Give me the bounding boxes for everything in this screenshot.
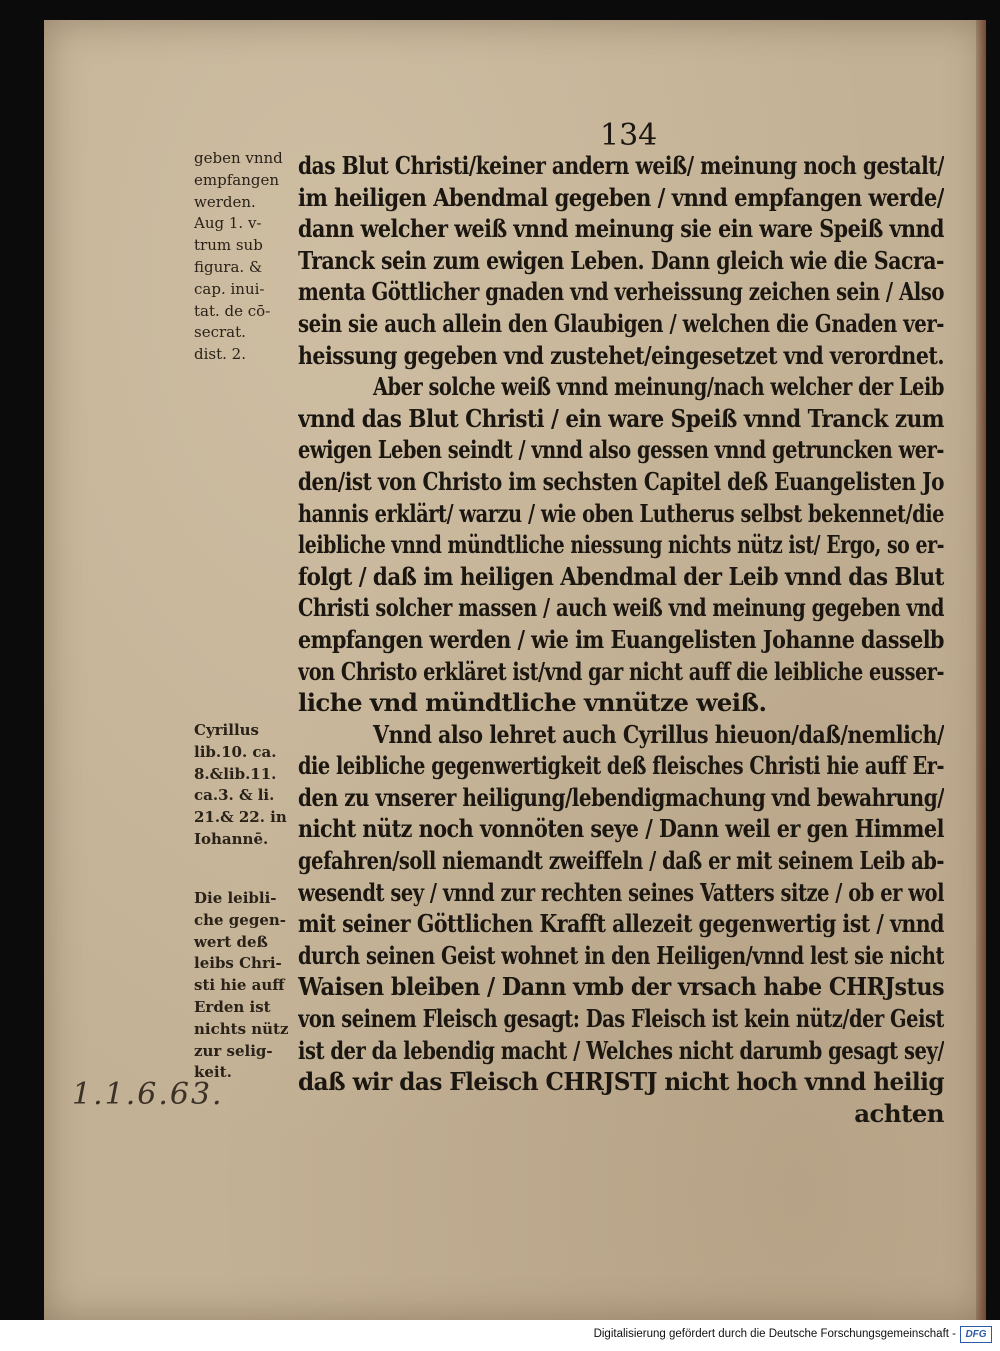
- footer-bar: [0, 1320, 1000, 1351]
- margin-note-line: werden.: [194, 192, 256, 211]
- text-line: ist der da lebendig macht / Welches nicht darumb gesagt sey/: [298, 1035, 944, 1065]
- margin-note-augustine: [194, 148, 294, 366]
- margin-note-line: leibs Chri-: [194, 954, 282, 973]
- text-line: mit seiner Göttlichen Krafft allezeit gegenwertig ist / vnnd: [298, 909, 944, 939]
- text-line: Vnnd also lehret auch Cyrillus hieuon/daß/nemlich/: [373, 719, 944, 749]
- margin-note-line: keit.: [194, 1063, 232, 1082]
- text-line: den/ist von Christo im sechsten Capitel deß Euangelisten Jo: [298, 466, 944, 496]
- handwritten-shelfmark: 1.1.6.63.: [72, 1077, 224, 1112]
- margin-note-line: sti hie auff: [194, 976, 285, 995]
- margin-note-line: Die leibli-: [194, 889, 277, 907]
- margin-note-line: lib.10. ca.: [194, 742, 277, 761]
- margin-note-bodily-presence: [194, 888, 294, 1084]
- text-line: von seinem Fleisch gesagt: Das Fleisch ist kein nütz/der Geist: [298, 1004, 944, 1034]
- margin-note-cyrillus: [194, 720, 294, 851]
- text-line: durch seinen Geist wohnet in den Heiligen/vnnd lest sie nicht: [298, 940, 944, 970]
- margin-note-line: wert deß: [194, 932, 268, 951]
- margin-note-line: ca.3. & li.: [194, 786, 275, 805]
- text-line: wesendt sey / vnnd zur rechten seines Vatters sitze / ob er wol: [298, 877, 944, 907]
- margin-note-line: che gegen-: [194, 910, 286, 929]
- text-line: liche vnd mündtliche vnnütze weiß.: [298, 688, 767, 718]
- margin-note-line: Cyrillus: [194, 721, 260, 739]
- text-line: gefahren/soll niemandt zweiffeln / daß er mit seinem Leib ab-: [298, 846, 944, 876]
- dfg-logo: DFG: [960, 1326, 992, 1343]
- margin-note-line: trum sub: [194, 236, 263, 255]
- main-text-block: [298, 150, 944, 1129]
- margin-note-line: 21.& 22. in: [194, 808, 287, 827]
- text-line: achten: [854, 1098, 944, 1128]
- text-line: hannis erklärt/ warzu / wie oben Lutherus selbst bekennet/die: [298, 498, 944, 528]
- text-line: leibliche vnnd mündtliche niessung nichts nütz ist/ Ergo, so er-: [298, 530, 944, 560]
- text-line: im heiligen Abendmal gegeben / vnnd empfangen werde/: [298, 182, 944, 212]
- text-line: menta Göttlicher gnaden vnd verheissung zeichen sein / Also: [298, 277, 944, 307]
- text-line: ewigen Leben seindt / vnnd also gessen vnnd getruncken wer-: [298, 435, 944, 465]
- margin-note-line: cap. inui-: [194, 279, 265, 298]
- margin-note-line: geben vnnd: [194, 149, 283, 167]
- margin-note-line: Aug 1. v-: [194, 214, 262, 233]
- text-line: das Blut Christi/keiner andern weiß/ meinung noch gestalt/: [298, 151, 944, 180]
- text-line: die leibliche gegenwertigkeit deß fleisches Christi hie auff Er-: [298, 751, 944, 781]
- margin-note-line: dist. 2.: [194, 345, 246, 364]
- text-line: Waisen bleiben / Dann vmb der vrsach habe CHRJstus: [298, 972, 944, 1002]
- text-line: sein sie auch allein den Glaubigen / welchen die Gnaden ver-: [298, 308, 944, 338]
- text-line: den zu vnserer heiligung/lebendigmachung vnd bewahrung/: [298, 782, 944, 812]
- text-line: dann welcher weiß vnnd meinung sie ein ware Speiß vnnd: [298, 214, 944, 244]
- text-line: heissung gegeben vnd zustehet/eingesetzet vnd verordnet.: [298, 340, 944, 370]
- text-line: folgt / daß im heiligen Abendmal der Leib vnnd das Blut: [298, 561, 944, 591]
- text-line: Tranck sein zum ewigen Leben. Dann gleich wie die Sacra-: [298, 245, 944, 275]
- funding-credit: Digitalisierung gefördert durch die Deutsche Forschungsgemeinschaft -: [593, 1328, 956, 1340]
- margin-note-line: Iohannē.: [194, 829, 269, 848]
- text-line: Christi solcher massen / auch weiß vnd meinung gegeben vnd: [298, 593, 944, 623]
- margin-note-line: empfangen: [194, 170, 279, 189]
- text-line: daß wir das Fleisch CHRJSTJ nicht hoch vnnd heilig: [298, 1067, 944, 1097]
- text-line: Aber solche weiß vnnd meinung/nach welcher der Leib: [373, 372, 944, 402]
- margin-note-line: Erden ist: [194, 997, 271, 1016]
- margin-note-line: secrat.: [194, 323, 246, 342]
- page-number: 134: [600, 118, 658, 153]
- margin-note-line: zur selig-: [194, 1041, 273, 1060]
- text-line: vnnd das Blut Christi / ein ware Speiß vnnd Tranck zum: [298, 403, 944, 433]
- text-line: empfangen werden / wie im Euangelisten Johanne dasselb: [298, 624, 944, 654]
- margin-note-line: figura. &: [194, 257, 263, 276]
- text-line: von Christo erkläret ist/vnd gar nicht auff die leibliche eusser-: [298, 656, 944, 686]
- margin-note-line: 8.&lib.11.: [194, 764, 277, 783]
- margin-note-line: nichts nütz: [194, 1019, 289, 1038]
- page-edge: [976, 20, 986, 1320]
- margin-note-line: tat. de cō-: [194, 301, 271, 320]
- text-line: nicht nütz noch vonnöten seye / Dann weil er gen Himmel: [298, 814, 944, 844]
